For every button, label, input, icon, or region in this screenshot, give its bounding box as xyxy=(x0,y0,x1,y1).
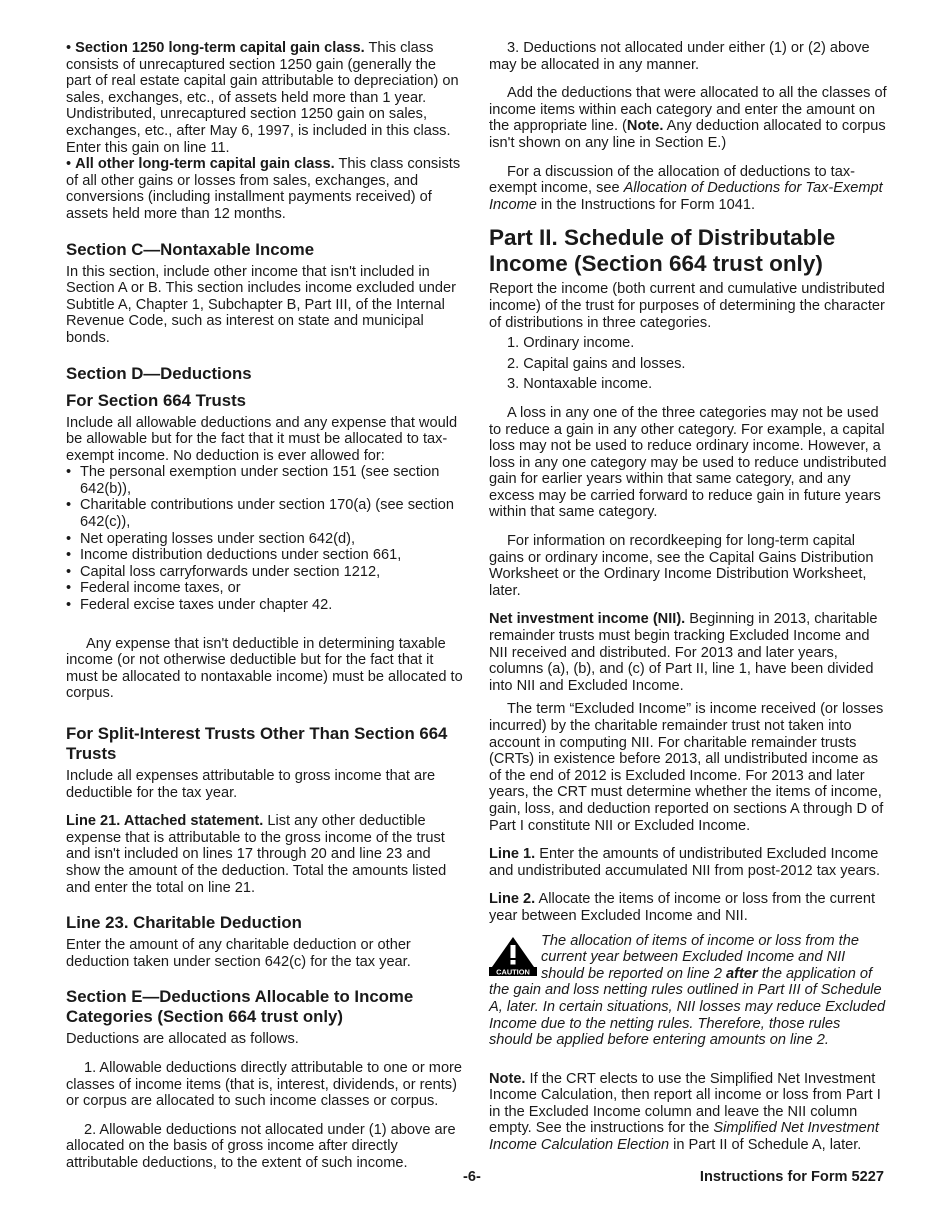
caution-note xyxy=(489,933,887,1049)
line-2-paragraph: Line 2. Allocate the items of income or loss from the current year between Excluded Income and NII. xyxy=(489,891,876,924)
section-e-intro: Deductions are allocated as follows. xyxy=(66,1031,299,1048)
line-21-heading: Line 21. Attached statement. xyxy=(66,813,264,830)
list-item: • Net operating losses under section 642(d), xyxy=(66,531,464,548)
caution-text: The allocation of items of income or loss from the current year between Excluded Income and NII should be reported on line 2 after the application of the gain and loss netting rules outlined in Part III of Schedule A, later. In certain situations, NII losses may reduce Excluded Income due to the netting rules. Therefore, those rules should be applied before entering amounts on line 2. xyxy=(489,932,886,1049)
excluded-income-text: The term “Excluded Income” is income received (or losses incurred) by the charitable remainder trust not taken into account in computing NII. For charitable remainder trusts (CRTs) in existence before 2013, all undistributed income as of the end of 2012 is Excluded Income. For 2013 and later years, the CRT must determine whether the items of income, gain, loss, and deduction reported on sections A through D of Part I constitute NII or Excluded Income. xyxy=(489,701,884,834)
nii-heading: Net investment income (NII). xyxy=(489,611,686,628)
part-2-intro: Report the income (both current and cumulative undistributed income) of the trust for purposes of determining the character of distributions in three categories. xyxy=(489,281,885,331)
line-2-heading: Line 2. xyxy=(489,891,536,908)
line-23-heading: Line 23. Charitable Deduction xyxy=(66,913,302,933)
line-21-paragraph: Line 21. Attached statement. List any other deductible expense that is attributable to the gross income of the trust and isn't included on lines 17 through 20 and line 23 and show the amount of the deduction. Total the amounts listed and enter the total on line 21. xyxy=(66,813,447,896)
list-item: • Federal excise taxes under chapter 42. xyxy=(66,597,464,614)
section-c-heading: Section C—Nontaxable Income xyxy=(66,239,315,259)
any-expense-text: Any expense that isn't deductible in determining taxable income (or not otherwise deductible but for the fact that it must be allocated to nontaxable income) must be allocated to corpus. xyxy=(66,635,463,702)
line-23-text: Enter the amount of any charitable deduction or other deduction taken under section 642(c) for the tax year. xyxy=(66,937,411,970)
section-e-item-3: 3. Deductions not allocated under either (1) or (2) above may be allocated in any manner. xyxy=(489,40,870,73)
list-item: • Federal income taxes, or xyxy=(66,580,464,597)
right-column xyxy=(489,40,887,1154)
recordkeeping-text: For information on recordkeeping for long-term capital gains or ordinary income, see the Capital Gains Distribution Worksheet or the Ordinary Income Distribution Worksheet, later. xyxy=(489,533,874,599)
section-664-heading: For Section 664 Trusts xyxy=(66,390,246,410)
section-c-text: In this section, include other income that isn't included in Section A or B. This section includes income excluded under Subtitle A, Chapter 1, Subchapter B, Part III, of the Internal Revenue Code, such as interest on state and municipal bonds. xyxy=(66,263,456,346)
section-d-heading: Section D—Deductions xyxy=(66,363,252,383)
list-item: 1. Ordinary income. xyxy=(507,335,635,352)
section-664-text: Include all allowable deductions and any expense that would be allowable but for the fact that it must be allocated to tax-exempt income. No deduction is ever allowed for: xyxy=(66,414,458,464)
no-deduction-list xyxy=(66,464,464,613)
other-long-term-heading: All other long-term capital gain class. xyxy=(75,156,335,173)
section-e-item-2: 2. Allowable deductions not allocated under (1) above are allocated on the basis of gross income after directly attributable deductions, to the extent of such income. xyxy=(66,1121,456,1171)
left-column xyxy=(66,40,464,1172)
add-deductions-text: Add the deductions that were allocated to all the classes of income items within each category and enter the amount on the appropriate line. (Note. Any deduction allocated to corpus isn't shown on any line in Section E.) xyxy=(489,85,887,151)
section-e-item-1: 1. Allowable deductions directly attributable to one or more classes of income items (that is, interest, dividends, or rents) or corpus are allocated to such income classes or corpus. xyxy=(66,1059,463,1110)
paragraph-other-long-term: • All other long-term capital gain class. This class consists of all other gains or losses from sales, exchanges, and conversions (including installment payments received) of assets held more than 12 months. xyxy=(66,156,461,222)
page-number: -6- xyxy=(463,1169,481,1185)
form-title: Instructions for Form 5227 xyxy=(699,1169,884,1185)
paragraph-section-1250: • Section 1250 long-term capital gain class. This class consists of unrecaptured section 1250 gain (generally the part of real estate capital gain attributable to depreciation) on sales, exchanges, etc., of assets held more than 1 year. Undistributed, unrecaptured section 1250 gain on sales, exchanges, etc., after May 6, 1997, is included in this class. Enter this gain on line 11. xyxy=(66,40,459,156)
line-1-paragraph: Line 1. Enter the amounts of undistributed Excluded Income and undistributed accumulated NII from post-2012 tax years. xyxy=(489,846,880,879)
list-item: • Charitable contributions under section 170(a) (see section 642(c)), xyxy=(66,497,464,530)
loss-text: A loss in any one of the three categories may not be used to reduce a gain in any other category. For example, a capital loss may not be used to reduce ordinary income. However, a loss in any one category may be used to reduce undistributed gain for earlier years within that same category, and any excess may be carried forward to reduce gain in future years within that same category. xyxy=(489,404,887,521)
note-paragraph: Note. If the CRT elects to use the Simplified Net Investment Income Calculation, then report all income or loss from Part I in the Excluded Income column and leave the NII column empty. See the instructions for the Simplified Net Investment Income Calculation Election in Part II of Schedule A, later. xyxy=(489,1070,881,1154)
note-heading: Note. xyxy=(489,1070,526,1087)
split-interest-text: Include all expenses attributable to gross income that are deductible for the tax year. xyxy=(66,768,436,801)
line-1-heading: Line 1. xyxy=(489,846,536,863)
list-item: • Income distribution deductions under section 661, xyxy=(66,547,464,564)
caution-label: CAUTION xyxy=(496,966,530,976)
list-item: • The personal exemption under section 151 (see section 642(b)), xyxy=(66,464,464,497)
part-2-heading: Part II. Schedule of Distributable Income (Section 664 trust only) xyxy=(489,225,836,277)
discussion-text: For a discussion of the allocation of deductions to tax-exempt income, see Allocation of Deductions for Tax-Exempt Income in the Instructions for Form 1041. xyxy=(489,163,883,213)
list-item: 2. Capital gains and losses. xyxy=(507,355,686,372)
split-interest-heading: For Split-Interest Trusts Other Than Section 664 Trusts xyxy=(66,724,448,763)
list-item: 3. Nontaxable income. xyxy=(507,376,653,393)
list-item: • Capital loss carryforwards under section 1212, xyxy=(66,564,464,581)
nii-paragraph: Net investment income (NII). Beginning in 2013, charitable remainder trusts must begin tracking Excluded Income and NII received and distributed. For 2013 and later years, columns (a), (b), and (c) of Part II, line 1, have been divided into NII and Excluded Income. xyxy=(489,611,878,694)
caution-icon xyxy=(489,936,537,976)
section-1250-heading: Section 1250 long-term capital gain class. xyxy=(75,40,365,56)
section-e-heading: Section E—Deductions Allocable to Income Categories (Section 664 trust only) xyxy=(66,987,414,1027)
categories-list xyxy=(489,335,887,393)
